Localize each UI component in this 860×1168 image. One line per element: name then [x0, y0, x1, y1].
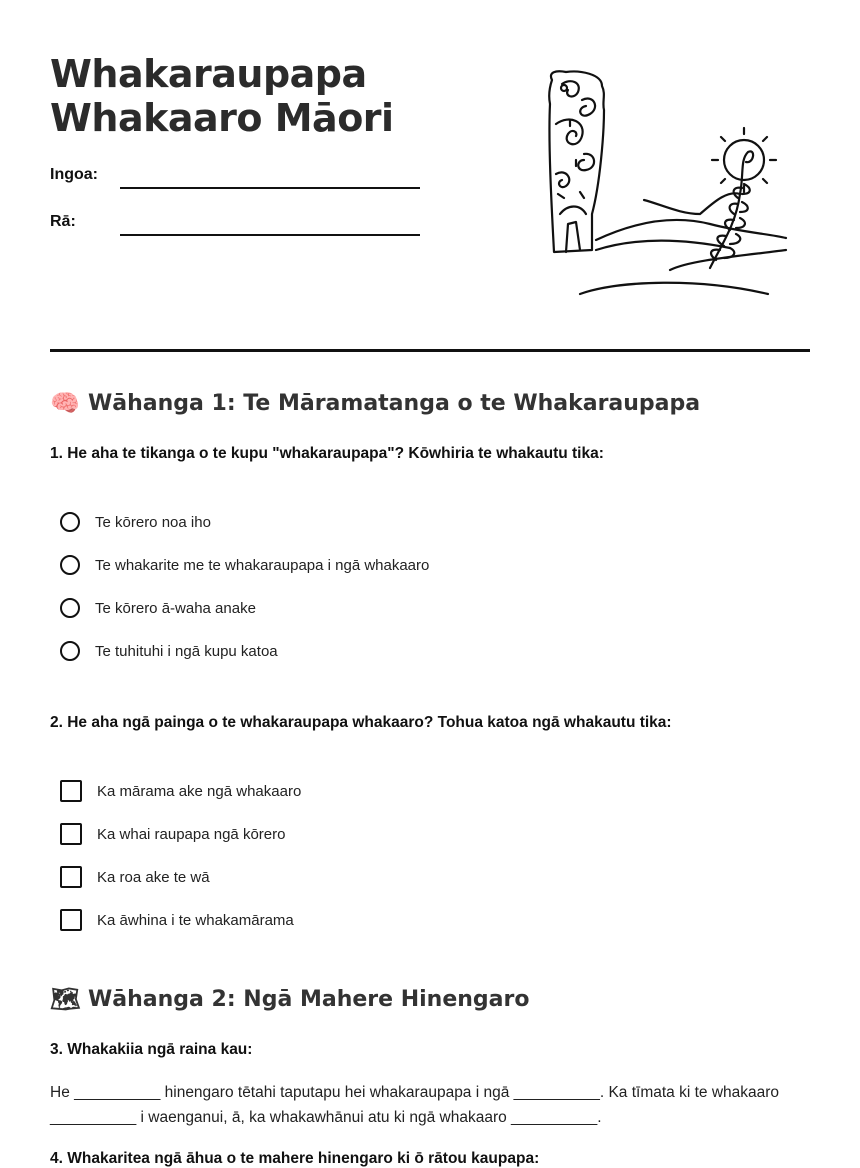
option-label: Te whakarite me te whakaraupapa i ngā whakaaro	[95, 556, 430, 574]
q2-option-2[interactable]	[60, 823, 285, 845]
fill-in-paragraph: He __________ hinengaro tētahi taputapu hei whakaraupapa i ngā __________. Ka tīmata ki te whakaaro __________ i waenganui, ā, ka whakawhānui atu ki ngā whakaaro __________.	[50, 1084, 780, 1126]
radio-button[interactable]	[60, 555, 80, 575]
question-4: 4. Whakaritea ngā āhua o te mahere hinengaro ki ō rātou kaupapa:	[50, 1150, 540, 1167]
question-1: 1. He aha te tikanga o te kupu "whakaraupapa"? Kōwhiria te whakautu tika:	[50, 445, 604, 462]
option-label: Ka roa ake te wā	[97, 868, 210, 886]
radio-button[interactable]	[60, 641, 80, 661]
section-2-title: Wāhanga 2: Ngā Mahere Hinengaro	[88, 986, 530, 1012]
option-label: Ka whai raupapa ngā kōrero	[97, 825, 286, 843]
title-line-2: Whakaaro Māori	[50, 96, 394, 140]
radio-button[interactable]	[60, 512, 80, 532]
q1-option-3[interactable]	[60, 598, 256, 618]
title-line-1: Whakaraupapa	[50, 52, 367, 96]
section-1-heading	[50, 389, 700, 417]
q1-option-2[interactable]	[60, 555, 429, 575]
radio-button[interactable]	[60, 598, 80, 618]
brain-icon: 🧠	[50, 389, 80, 417]
date-label: Rā:	[50, 213, 76, 230]
world-map-icon: 🗺	[50, 985, 81, 1013]
carved-pou-and-fern-icon	[540, 64, 800, 304]
checkbox[interactable]	[60, 780, 82, 802]
date-field[interactable]	[120, 234, 420, 236]
option-label: Te tuhituhi i ngā kupu katoa	[95, 642, 278, 660]
checkbox[interactable]	[60, 866, 82, 888]
name-label: Ingoa:	[50, 166, 98, 183]
section-1-title: Wāhanga 1: Te Māramatanga o te Whakaraupapa	[88, 390, 701, 416]
option-label: Ka mārama ake ngā whakaaro	[97, 782, 302, 800]
option-label: Te kōrero noa iho	[95, 513, 211, 531]
option-label: Te kōrero ā-waha anake	[95, 599, 256, 617]
q2-option-3[interactable]	[60, 866, 210, 888]
question-3: 3. Whakakiia ngā raina kau:	[50, 1041, 253, 1058]
question-2: 2. He aha ngā painga o te whakaraupapa whakaaro? Tohua katoa ngā whakautu tika:	[50, 714, 672, 731]
option-label: Ka āwhina i te whakamārama	[97, 911, 294, 929]
section-2-heading	[50, 985, 529, 1013]
name-field[interactable]	[120, 187, 420, 189]
worksheet-title	[50, 52, 394, 140]
q2-option-4[interactable]	[60, 909, 294, 931]
q1-option-1[interactable]	[60, 512, 211, 532]
checkbox[interactable]	[60, 823, 82, 845]
checkbox[interactable]	[60, 909, 82, 931]
header-divider	[50, 349, 810, 352]
q2-option-1[interactable]	[60, 780, 301, 802]
q1-option-4[interactable]	[60, 641, 278, 661]
